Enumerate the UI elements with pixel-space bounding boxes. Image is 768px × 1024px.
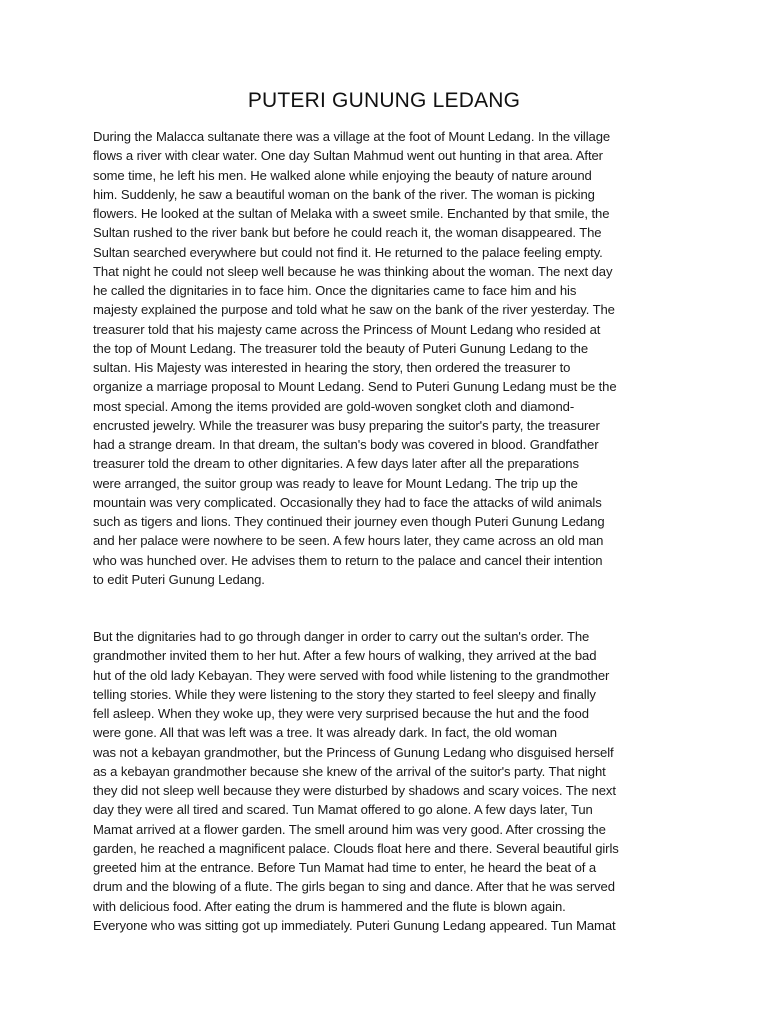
page-title: PUTERI GUNUNG LEDANG	[247, 89, 521, 112]
text-line: were arranged, the suitor group was ready to leave for Mount Ledang. The trip up the	[93, 475, 578, 491]
text-line: as a kebayan grandmother because she knew of the arrival of the suitor's party. That night	[93, 763, 606, 779]
text-line: garden, he reached a magnificent palace. Clouds float here and there. Several beautiful girls	[93, 840, 619, 856]
text-line: mountain was very complicated. Occasionally they had to face the attacks of wild animals	[93, 494, 602, 510]
text-line: Everyone who was sitting got up immediately. Puteri Gunung Ledang appeared. Tun Mamat	[93, 917, 616, 933]
text-line: hut of the old lady Kebayan. They were served with food while listening to the grandmother	[93, 667, 610, 683]
text-line: with delicious food. After eating the drum is hammered and the flute is blown again.	[93, 898, 566, 914]
text-line: flowers. He looked at the sultan of Melaka with a sweet smile. Enchanted by that smile, the	[93, 206, 610, 221]
text-line: he called the dignitaries in to face him. Once the dignitaries came to face him and his	[93, 283, 577, 298]
text-line: greeted him at the entrance. Before Tun Mamat had time to enter, he heard the beat of a	[93, 860, 597, 875]
text-line: had a strange dream. In that dream, the sultan's body was covered in blood. Grandfather	[93, 437, 599, 452]
text-line: sultan. His Majesty was interested in hearing the story, then ordered the treasurer to	[93, 360, 571, 375]
text-line: treasurer told that his majesty came across the Princess of Mount Ledang who resided at	[93, 321, 601, 337]
text-line: treasurer told the dream to other dignitaries. A few days later after all the preparations	[93, 456, 579, 472]
text-line: Sultan rushed to the river bank but before he could reach it, the woman disappeared. The	[93, 225, 602, 241]
text-line: such as tigers and lions. They continued their journey even though Puteri Gunung Ledang	[93, 514, 605, 529]
text-line: who was hunched over. He advises them to return to the palace and cancel their intention	[93, 552, 603, 568]
text-line: majesty explained the purpose and told what he saw on the bank of the river yesterday. The	[93, 302, 615, 318]
text-line: But the dignitaries had to go through danger in order to carry out the sultan's order. The	[93, 629, 590, 644]
paragraph-2	[93, 627, 683, 935]
text-line: and her palace were nowhere to be seen. A few hours later, they came across an old man	[93, 533, 604, 549]
text-line: the top of Mount Ledang. The treasurer told the beauty of Puteri Gunung Ledang to the	[93, 340, 588, 356]
text-line: most special. Among the items provided are gold-woven songket cloth and diamond-	[93, 398, 575, 414]
text-line: flows a river with clear water. One day Sultan Mahmud went out hunting in that area. After	[93, 148, 603, 164]
text-line: day they were all tired and scared. Tun Mamat offered to go alone. A few days later, Tun	[93, 802, 593, 818]
text-line: fell asleep. When they woke up, they were very surprised because the hut and the food	[93, 706, 589, 721]
text-line: telling stories. While they were listening to the story they started to feel sleepy and finally	[93, 686, 596, 702]
text-line: During the Malacca sultanate there was a village at the foot of Mount Ledang. In the village	[93, 129, 611, 144]
text-line: encrusted jewelry. While the treasurer was busy preparing the suitor's party, the treasurer	[93, 417, 600, 433]
text-line: was not a kebayan grandmother, but the Princess of Gunung Ledang who disguised herself	[93, 744, 614, 760]
text-line: That night he could not sleep well because he was thinking about the woman. The next day	[93, 263, 613, 279]
text-line: some time, he left his men. He walked alone while enjoying the beauty of nature around	[93, 167, 592, 183]
text-line: to edit Puteri Gunung Ledang.	[93, 571, 265, 587]
text-line: drum and the blowing of a flute. The girls began to sing and dance. After that he was served	[93, 879, 615, 895]
text-line: him. Suddenly, he saw a beautiful woman on the bank of the river. The woman is picking	[93, 186, 595, 202]
text-line: they did not sleep well because they were disturbed by shadows and scary voices. The next	[93, 783, 616, 798]
text-line: grandmother invited them to her hut. After a few hours of walking, they arrived at the bad	[93, 648, 597, 664]
text-line: were gone. All that was left was a tree. It was already dark. In fact, the old woman	[93, 725, 557, 741]
text-line: Mamat arrived at a flower garden. The smell around him was very good. After crossing the	[93, 821, 606, 837]
paragraph-1	[93, 127, 683, 589]
text-line: organize a marriage proposal to Mount Ledang. Send to Puteri Gunung Ledang must be the	[93, 379, 617, 395]
text-line: Sultan searched everywhere but could not find it. He returned to the palace feeling empty.	[93, 244, 603, 260]
